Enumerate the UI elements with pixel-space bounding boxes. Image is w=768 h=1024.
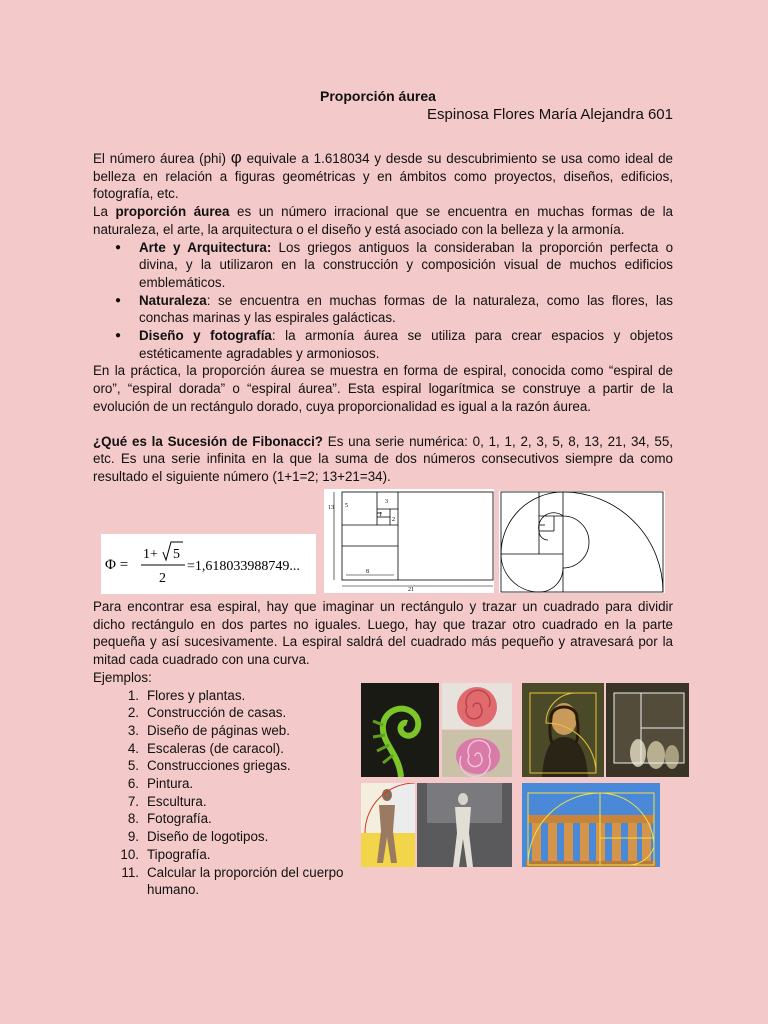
list-item: 2. Construcción de casas. [127, 705, 287, 721]
bullet-item: ● Arte y Arquitectura: Los griegos antiguos la consideraban la proporción perfecta o divina, y la utilizaron en la construcción y composición visual de muchos edificios emblemáticos. [139, 239, 673, 292]
formula-rhs: =1,618033988749... [187, 559, 300, 574]
list-item: 5. Construcciones griegas. [127, 758, 291, 774]
golden-spiral-diagram [499, 491, 665, 593]
label-13: 13 [328, 505, 334, 511]
list-item: 8. Fotografía. [127, 811, 212, 827]
formula-denominator: 2 [159, 571, 166, 586]
list-item: 11. Calcular la proporción del cuerpo humano. [121, 864, 344, 898]
list-item: 6. Pintura. [127, 776, 194, 792]
label-8: 8 [366, 569, 369, 575]
formula-root: 5 [173, 547, 180, 562]
label-21: 21 [408, 587, 414, 593]
fibonacci-paragraph: ¿Qué es la Sucesión de Fibonacci? Es una serie numérica: 0, 1, 1, 2, 3, 5, 8, 13, 21, 34, 55, etc. Es una serie infinita en la que la suma de dos números consecutivos siempre da como resultado el siguiente número (1+1=2; 13+21=34). [93, 433, 673, 484]
list-item: 3. Diseño de páginas web. [127, 722, 290, 738]
intro-paragraph-1: El número áurea (phi) φ equivale a 1.618034 y desde su descubrimiento se usa como ideal de belleza en relación a figuras geométricas y en ámbitos como proyectos, diseños, edificios, fotografía, etc. [93, 148, 673, 202]
list-item: 4. Escaleras (de caracol). [127, 740, 284, 756]
parthenon-photo [522, 783, 660, 867]
examples-heading: Ejemplos: [93, 669, 152, 685]
fern-photo [361, 683, 439, 777]
bullet-item: ● Naturaleza: se encuentra en muchas formas de la naturaleza, como las flores, las conchas marinas y las espirales galácticas. [139, 292, 673, 327]
label-2: 2 [392, 517, 395, 523]
golden-ratio-formula [101, 534, 316, 594]
fibonacci-rectangle-diagram [324, 489, 494, 593]
david-statue-photo [417, 783, 512, 867]
label-3: 3 [385, 499, 388, 505]
list-item: 10. Tipografía. [120, 846, 211, 862]
intro-paragraph-2: La proporción áurea es un número irracional que se encuentra en muchas formas de la naturaleza, el arte, la arquitectura o el diseño y está asociado con la belleza y la armonía. [93, 204, 673, 237]
list-item: 1. Flores y plantas. [127, 687, 246, 703]
bullet-list [93, 239, 673, 363]
phi-symbol: φ [230, 148, 242, 167]
document-body [93, 149, 673, 486]
list-item: 9. Diseño de logotipos. [127, 829, 269, 845]
label-5: 5 [345, 503, 348, 509]
figure-row [93, 489, 673, 595]
spiral-paragraph: En la práctica, la proporción áurea se muestra en forma de espiral, conocida como “espiral de oro”, “espiral dorada” o “espiral áurea”. Esta espiral logarítmica se construye a partir de la evolución de un rectángulo dorado, cuya proporcionalidad es igual a la razón áurea. [93, 363, 673, 414]
formula-numerator: 1+ [143, 547, 158, 562]
bullet-item: ● Diseño y fotografía: la armonía áurea se utiliza para crear espacios y objetos estéticamente agradables y armoniosos. [139, 327, 673, 362]
label-1: 1 [379, 512, 382, 518]
formula-lhs: Φ = [105, 557, 129, 573]
vitruvian-sculpture-photo [361, 783, 415, 867]
author-line: Espinosa Flores María Alejandra 601 [427, 106, 673, 123]
meninas-painting-photo [606, 683, 689, 777]
document-title: Proporción áurea [320, 88, 436, 104]
construction-paragraph: Para encontrar esa espiral, hay que imaginar un rectángulo y trazar un cuadrado para dividir dicho rectángulo en dos partes no iguales. Luego, hay que trazar otro cuadrado en la parte pequeña y así sucesivamente. La espiral saldrá del cuadrado más pequeño y atravesará por la mitad cada cuadrado con una curva. [93, 599, 673, 668]
list-item: 7. Escultura. [127, 793, 207, 809]
mona-lisa-photo [522, 683, 604, 777]
succulent-photo [442, 730, 512, 777]
rose-photo [442, 683, 512, 729]
